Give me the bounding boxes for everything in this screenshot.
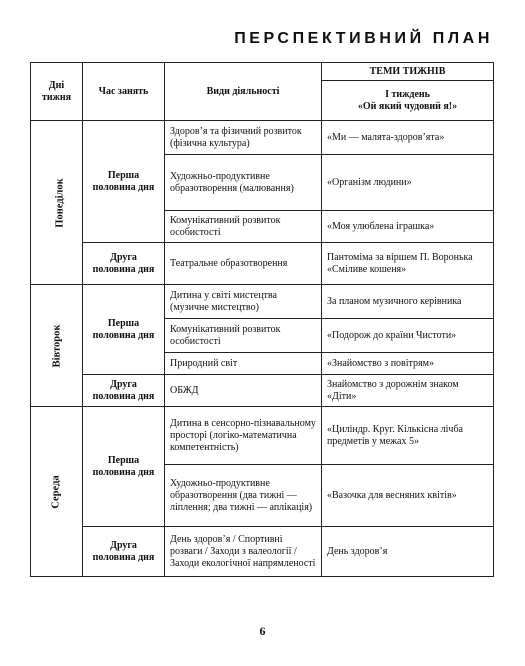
day-cell bbox=[31, 121, 83, 285]
activity-cell: Дитина у світі мистецтва (музичне мистецтво) bbox=[165, 285, 322, 319]
page-title: ПЕРСПЕКТИВНИЙ ПЛАН bbox=[234, 30, 493, 47]
table-row bbox=[31, 121, 494, 155]
theme-cell: «Подорож до країни Чистоти» bbox=[322, 319, 494, 353]
time-cell: Друга половина дня bbox=[83, 527, 165, 577]
plan-table bbox=[30, 62, 494, 577]
activity-cell: Дитина в сенсорно-пізнавальному просторі (логіко-математична компетентність) bbox=[165, 407, 322, 465]
theme-cell: Пантоміма за віршем П. Воронька «Сміливе кошеня» bbox=[322, 243, 494, 285]
header-days: Дні тижня bbox=[31, 63, 83, 121]
time-cell: Перша половина дня bbox=[83, 121, 165, 243]
theme-cell: «Організм людини» bbox=[322, 155, 494, 211]
theme-cell: День здоров’я bbox=[322, 527, 494, 577]
week-theme: «Ой який чудовий я!» bbox=[357, 100, 458, 112]
theme-cell: «Моя улюблена іграшка» bbox=[322, 211, 494, 243]
table-row bbox=[31, 527, 494, 577]
theme-cell: «Знайомство з повітрям» bbox=[322, 353, 494, 375]
day-label: Понеділок bbox=[54, 177, 66, 228]
activity-cell: Здоров’я та фізичний розвиток (фізична культура) bbox=[165, 121, 322, 155]
day-label: Вівторок bbox=[51, 324, 63, 367]
table-row bbox=[31, 407, 494, 465]
activity-cell: Комунікативний розвиток особистості bbox=[165, 319, 322, 353]
activity-cell: Комунікативний розвиток особистості bbox=[165, 211, 322, 243]
activity-cell: Художньо-продуктивне образотворення (малювання) bbox=[165, 155, 322, 211]
activity-cell: Театральне образотворення bbox=[165, 243, 322, 285]
header-activities: Види діяльності bbox=[165, 63, 322, 121]
day-label: Середа bbox=[50, 474, 62, 509]
table-row bbox=[31, 285, 494, 319]
time-cell: Перша половина дня bbox=[83, 407, 165, 527]
activity-cell: Природний світ bbox=[165, 353, 322, 375]
header-week bbox=[322, 81, 494, 121]
activity-cell: Художньо-продуктивне образотворення (два тижні — ліплення; два тижні — аплікація) bbox=[165, 465, 322, 527]
table-row bbox=[31, 243, 494, 285]
header-themes: ТЕМИ ТИЖНІВ bbox=[322, 63, 494, 81]
theme-cell: Знайомство з дорожнім знаком «Діти» bbox=[322, 375, 494, 407]
theme-cell: «Циліндр. Круг. Кількісна лічба предметів у межах 5» bbox=[322, 407, 494, 465]
theme-cell: «Вазочка для весняних квітів» bbox=[322, 465, 494, 527]
time-cell: Перша половина дня bbox=[83, 285, 165, 375]
theme-cell: За планом музичного керівника bbox=[322, 285, 494, 319]
time-cell: Друга половина дня bbox=[83, 243, 165, 285]
activity-cell: День здоров’я / Спортивні розваги / Заходи з валеології / Заходи екологічної напрямленості bbox=[165, 527, 322, 577]
week-number: І тиждень bbox=[385, 88, 430, 100]
header-time: Час занять bbox=[83, 63, 165, 121]
theme-cell: «Ми — малята-здоров’ята» bbox=[322, 121, 494, 155]
page-number: 6 bbox=[259, 624, 266, 638]
day-cell bbox=[31, 285, 83, 407]
day-cell bbox=[31, 407, 83, 577]
table-row bbox=[31, 375, 494, 407]
activity-cell: ОБЖД bbox=[165, 375, 322, 407]
time-cell: Друга половина дня bbox=[83, 375, 165, 407]
